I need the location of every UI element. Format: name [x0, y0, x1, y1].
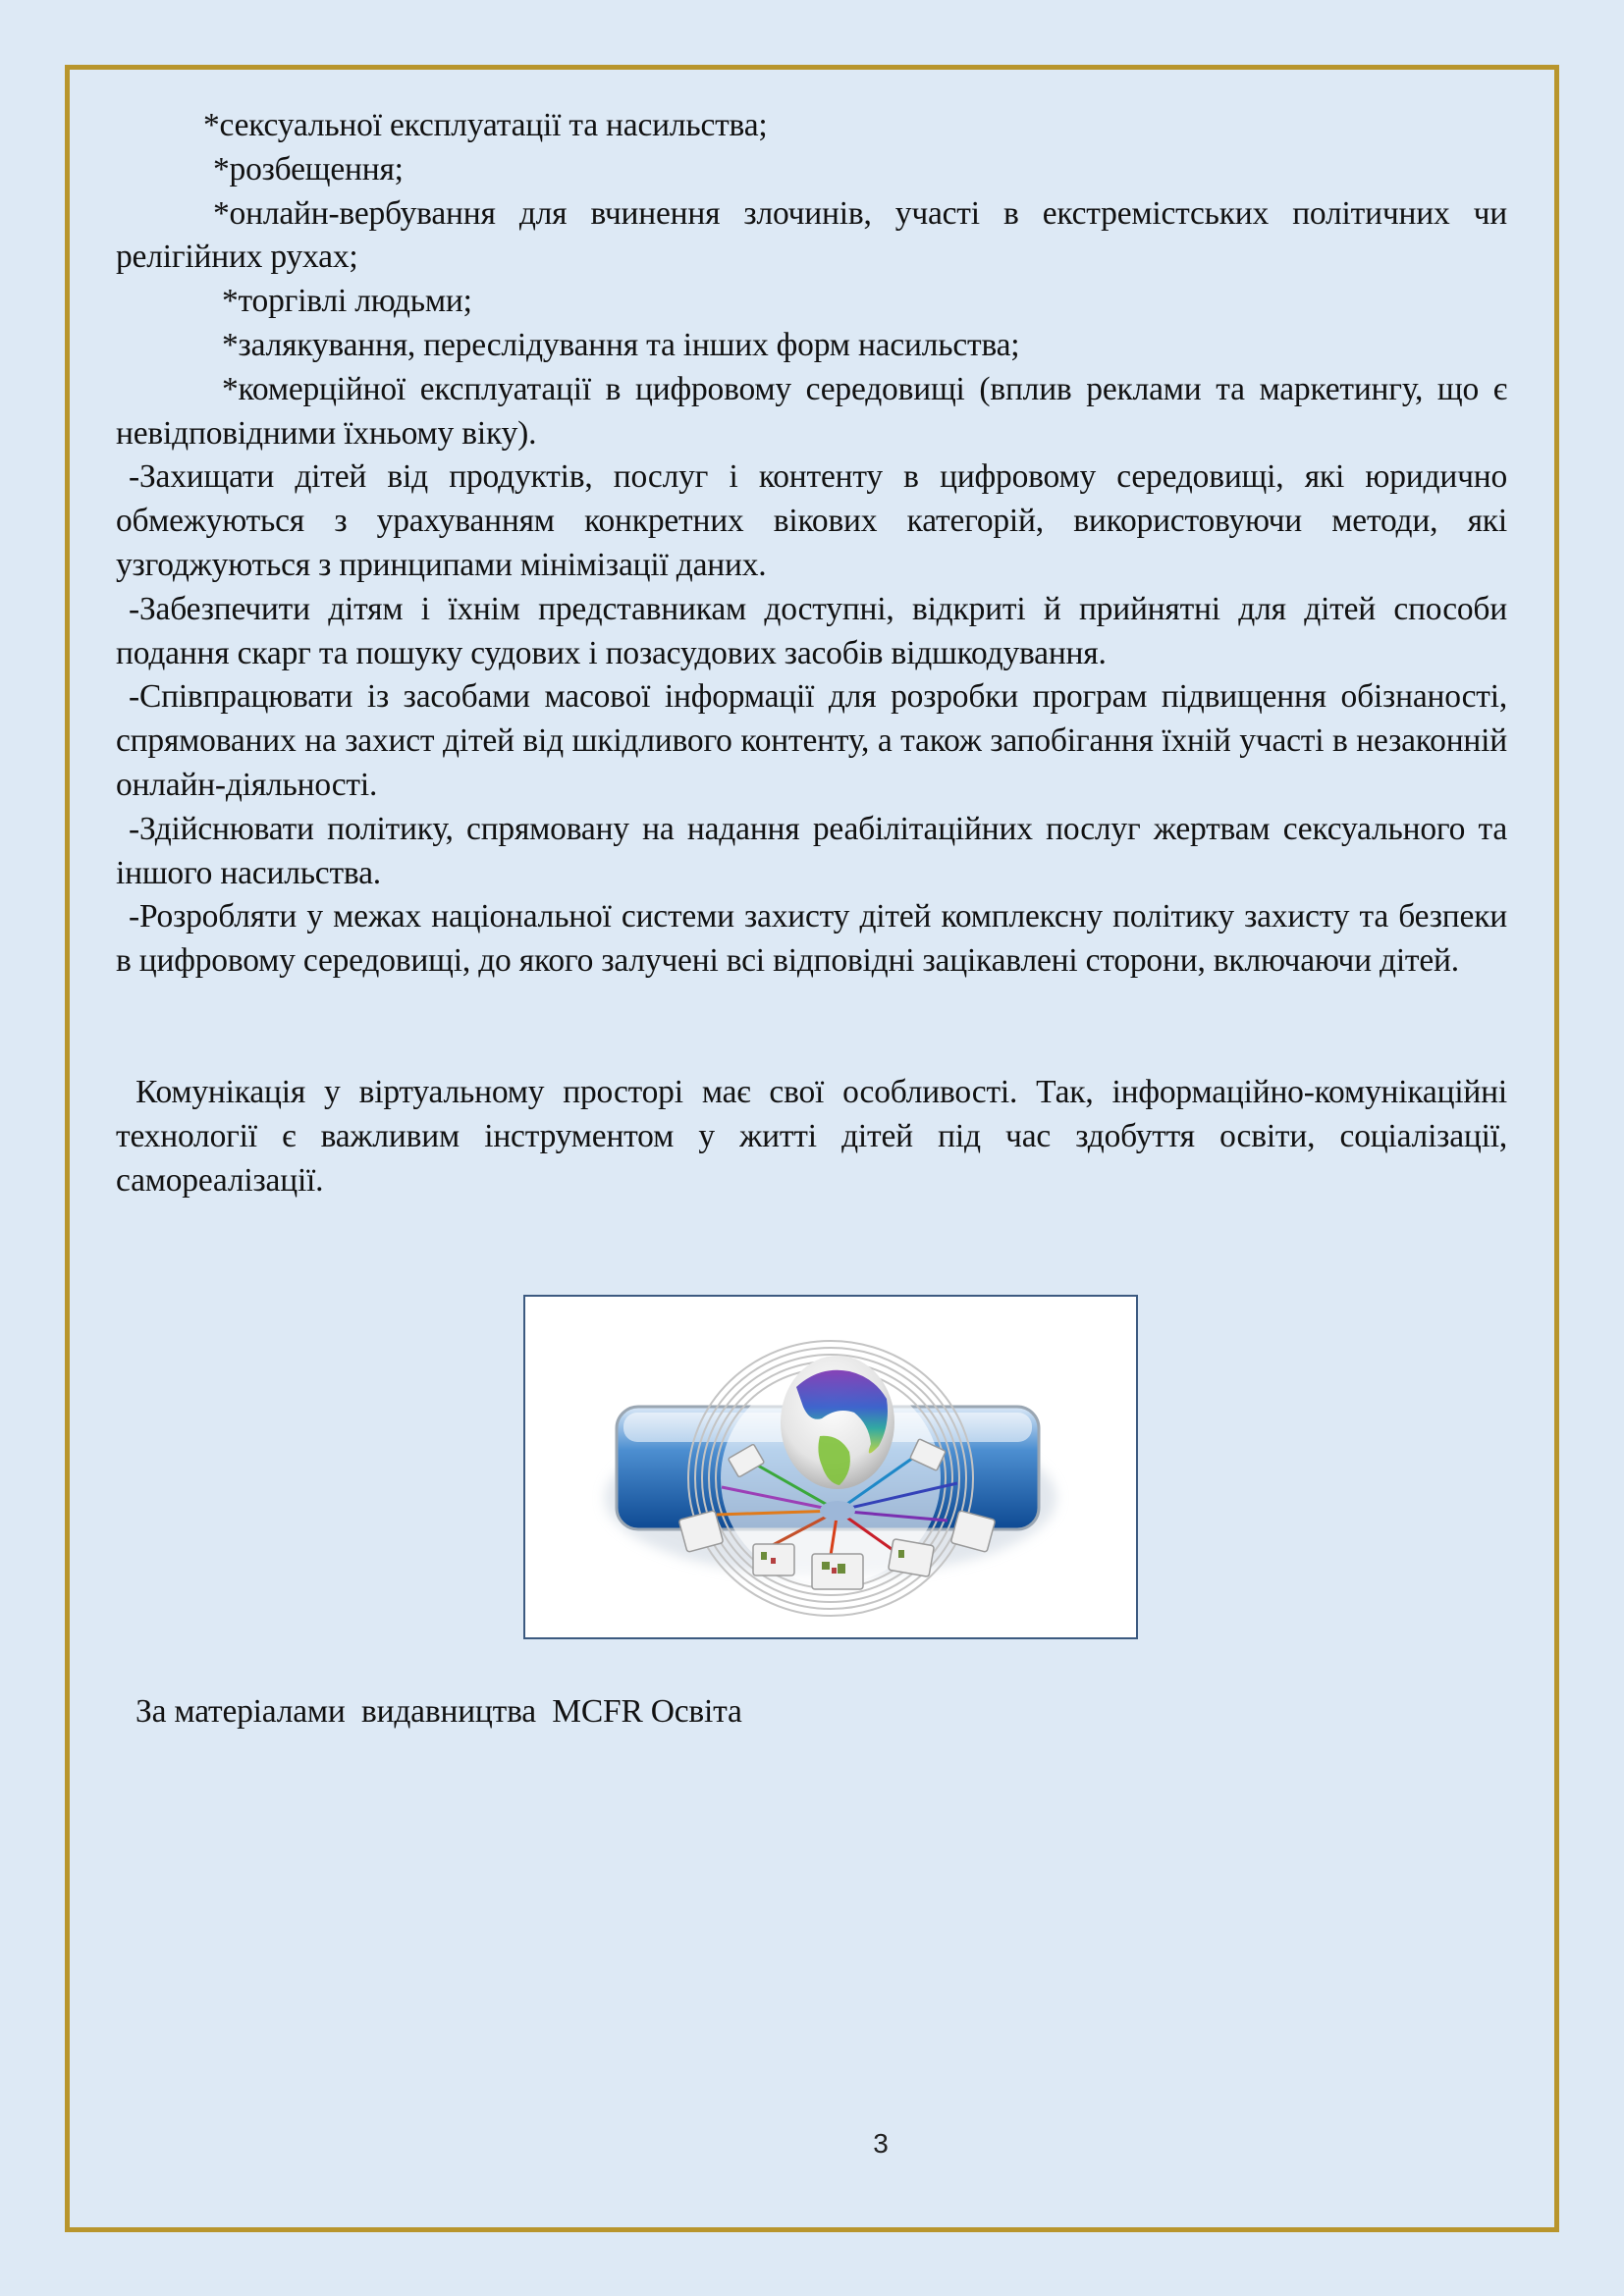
figure-globe-network — [523, 1295, 1138, 1639]
bullet-human-trafficking: *торгівлі людьми; — [222, 283, 472, 320]
spacer — [116, 984, 1507, 1071]
bullet-commercial-exploitation: *комерційної експлуатації в цифровому середовищі (вплив реклами та маркетингу, що є невідповідними їхньому віку). — [116, 370, 1507, 452]
obligation-protect-children: -Захищати дітей від продуктів, послуг і контенту в цифровому середовищі, які юридично обмежуються з урахуванням конкретних вікових категорій, використовуючи методи, які узгоджуються з принципами мінімізації даних. — [116, 458, 1507, 583]
page-content — [116, 104, 1507, 1202]
bullet-sexual-exploitation: *сексуальної експлуатації та насильства; — [203, 107, 768, 143]
bullet-corruption: *розбещення; — [213, 150, 404, 187]
page-number: 3 — [873, 2128, 889, 2159]
obligation-media-cooperation: -Співпрацювати із засобами масової інформації для розробки програм підвищення обізнаності, спрямованих на захист дітей від шкідливого контенту, а також запобігання їхній участі в незаконній онлайн-діяльності. — [116, 678, 1507, 803]
bullet-online-recruitment: *онлайн-вербування для вчинення злочинів, участі в екстремістських політичних чи релігійних рухах; — [116, 194, 1507, 276]
obligation-complaint-channels: -Забезпечити дітям і їхнім представникам доступні, відкриті й прийнятні для дітей способи подання скарг та пошуку судових і позасудових засобів відшкодування. — [116, 590, 1507, 671]
globe-network-icon — [525, 1297, 1136, 1637]
intro-paragraph: Комунікація у віртуальному просторі має свої особливості. Так, інформаційно-комунікаційні технології є важливим інструментом у житті дітей під час здобуття освіти, соціалізації, самореалізації. — [116, 1073, 1507, 1199]
obligation-national-policy: -Розробляти у межах національної системи захисту дітей комплексну політику захисту та безпеки в цифровому середовищі, до якого залучені всі відповідні зацікавлені сторони, включаючи дітей. — [116, 898, 1507, 980]
source-caption: За матеріалами видавництва MCFR Освіта — [135, 1693, 742, 1730]
obligation-rehabilitation-policy: -Здійснювати політику, спрямовану на надання реабілітаційних послуг жертвам сексуального та іншого насильства. — [116, 810, 1507, 891]
bullet-intimidation: *залякування, переслідування та інших форм насильства; — [222, 326, 1020, 363]
